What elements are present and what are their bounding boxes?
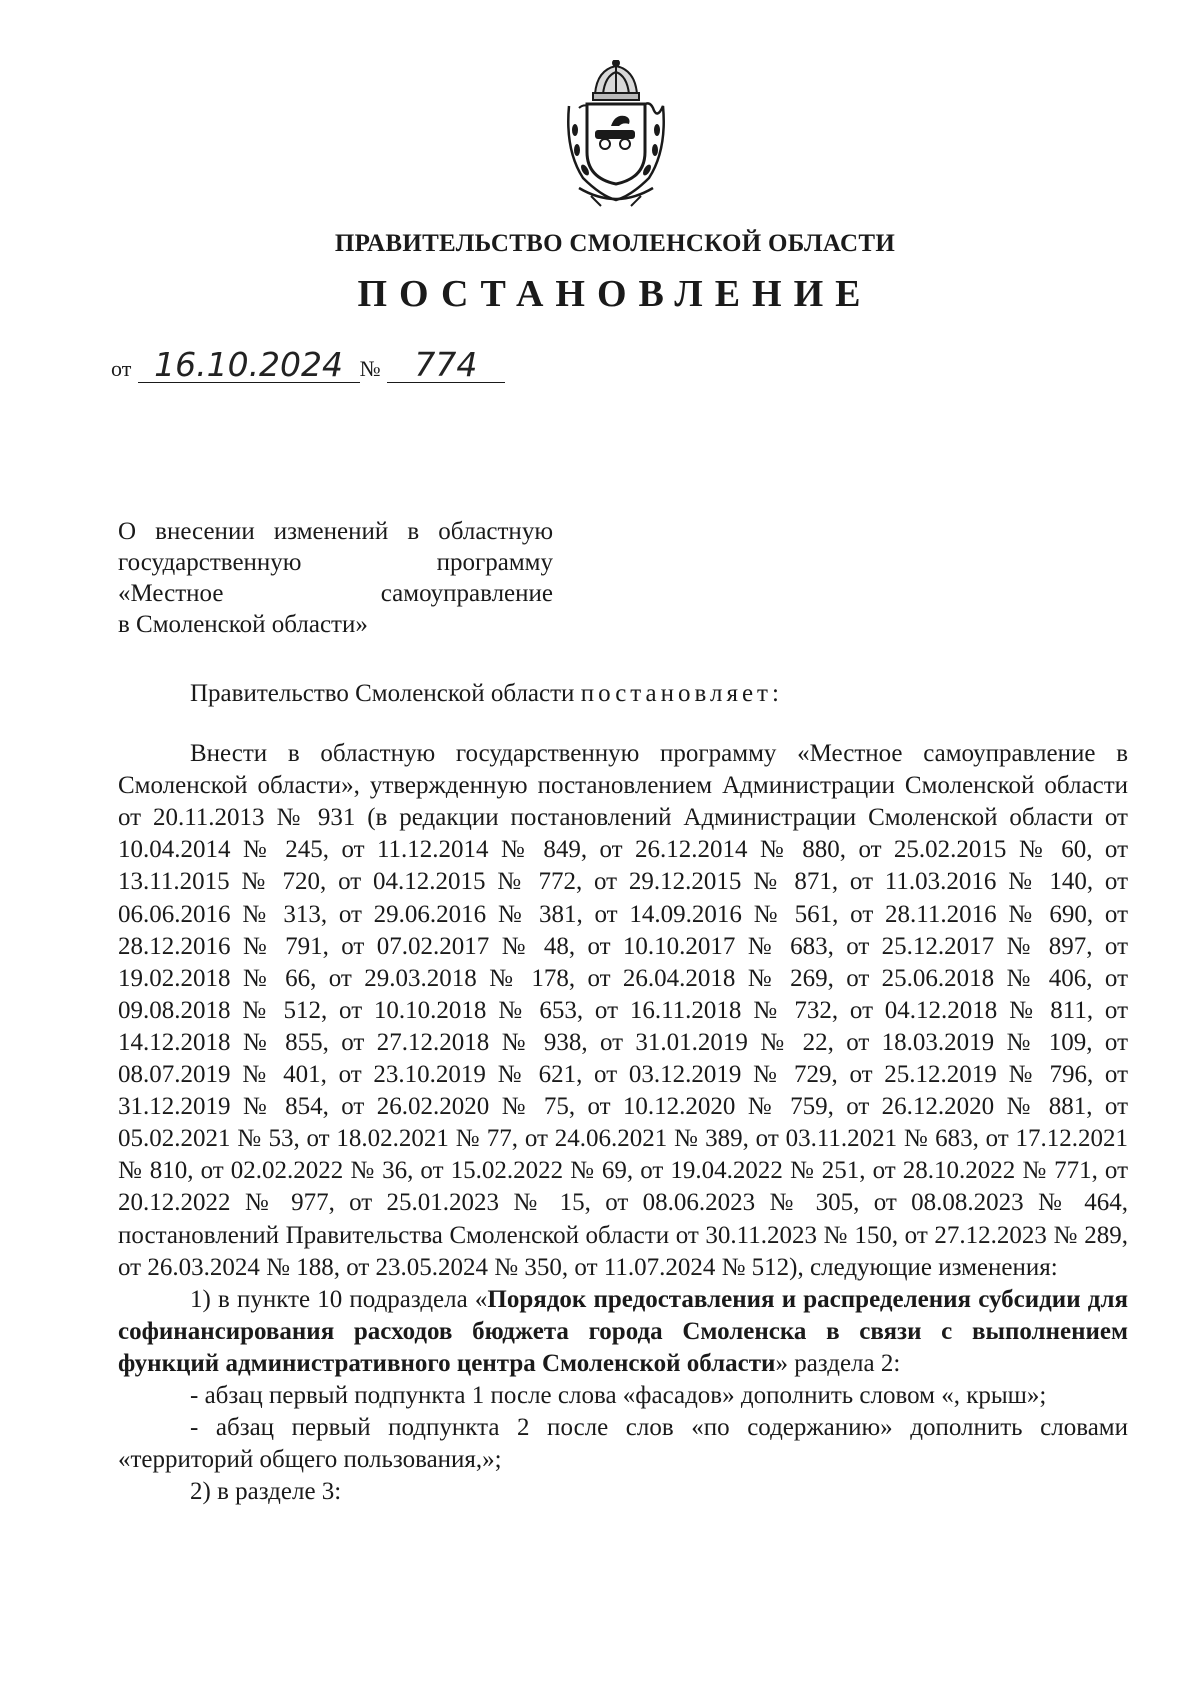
government-name: ПРАВИТЕЛЬСТВО СМОЛЕНСКОЙ ОБЛАСТИ [334, 230, 896, 257]
number-label: № [359, 356, 381, 381]
smolensk-coat-of-arms-icon [561, 60, 671, 208]
change-item-1-prefix: 1) в пункте 10 подраздела « [190, 1285, 488, 1313]
date-number-line [111, 345, 505, 384]
handwritten-date: 16.10.2024 [138, 348, 360, 383]
decree-statement [118, 678, 1128, 710]
change-item-1-bold: Порядок предоставления и распределения субсидии для софинансирования расходов бюджета города Смоленска в связи с выполнением функций административного центра Смоленской области [118, 1285, 1128, 1377]
document-type: ПОСТАНОВЛЕНИЕ [357, 273, 873, 315]
change-item-2: 2) в разделе 3: [190, 1478, 342, 1506]
subject-line: государственную программу [118, 549, 553, 576]
subject-line: «Местное самоуправление [118, 580, 553, 607]
subject-line: О внесении изменений в областную [118, 518, 553, 545]
document-body [118, 678, 1128, 1508]
decree-lead: Правительство Смоленской области [190, 680, 581, 707]
date-prefix: от [111, 356, 132, 381]
decree-verb: постановляет: [580, 680, 783, 707]
main-paragraph: Внести в областную государственную программу «Местное самоуправление в Смоленской области», утвержденную постановлением Администрации Смоленской области от 20.11.2013 № 931 (в редакции постановлений Администрации Смоленской области от 10.04.2014 № 245, от 11.12.2014 № 849, от 26.12.2014 № 880, от 25.02.2015 № 60, от 13.11.2015 № 720, от 04.12.2015 № 772, от 29.12.2015 № 871, от 11.03.2016 № 140, от 06.06.2016 № 313, от 29.06.2016 № 381, от 14.09.2016 № 561, от 28.11.2016 № 690, от 28.12.2016 № 791, от 07.02.2017 № 48, от 10.10.2017 № 683, от 25.12.2017 № 897, от 19.02.2018 № 66, от 29.03.2018 № 178, от 26.04.2018 № 269, от 25.06.2018 № 406, от 09.08.2018 № 512, от 10.10.2018 № 653, от 16.11.2018 № 732, от 04.12.2018 № 811, от 14.12.2018 № 855, от 27.12.2018 № 938, от 31.01.2019 № 22, от 18.03.2019 № 109, от 08.07.2019 № 401, от 23.10.2019 № 621, от 03.12.2019 № 729, от 25.12.2019 № 796, от 31.12.2019 № 854, от 26.02.2020 № 75, от 10.12.2020 № 759, от 26.12.2020 № 881, от 05.02.2021 № 53, от 18.02.2021 № 77, от 24.06.2021 № 389, от 03.11.2021 № 683, от 17.12.2021 № 810, от 02.02.2022 № 36, от 15.02.2022 № 69, от 19.04.2022 № 251, от 28.10.2022 № 771, от 20.12.2022 № 977, от 25.01.2023 № 15, от 08.06.2023 № 305, от 08.08.2023 № 464, постановлений Правительства Смоленской области от 30.11.2023 № 150, от 27.12.2023 № 289, от 26.03.2024 № 188, от 23.05.2024 № 350, от 11.07.2024 № 512), следующие изменения: [118, 740, 1128, 1281]
change-item-1-sub-2: - абзац первый подпункта 2 после слов «по содержанию» дополнить словами «территорий общего пользования,»; [118, 1414, 1128, 1474]
change-item-1-sub-1: - абзац первый подпункта 1 после слова «фасадов» дополнить словом «, крыш»; [190, 1381, 1047, 1409]
change-item-1 [118, 1284, 1128, 1380]
subject-block [118, 516, 553, 640]
subject-line: в Смоленской области» [118, 611, 368, 638]
change-item-1-suffix: » раздела 2: [775, 1349, 901, 1377]
handwritten-number: 774 [387, 348, 505, 383]
